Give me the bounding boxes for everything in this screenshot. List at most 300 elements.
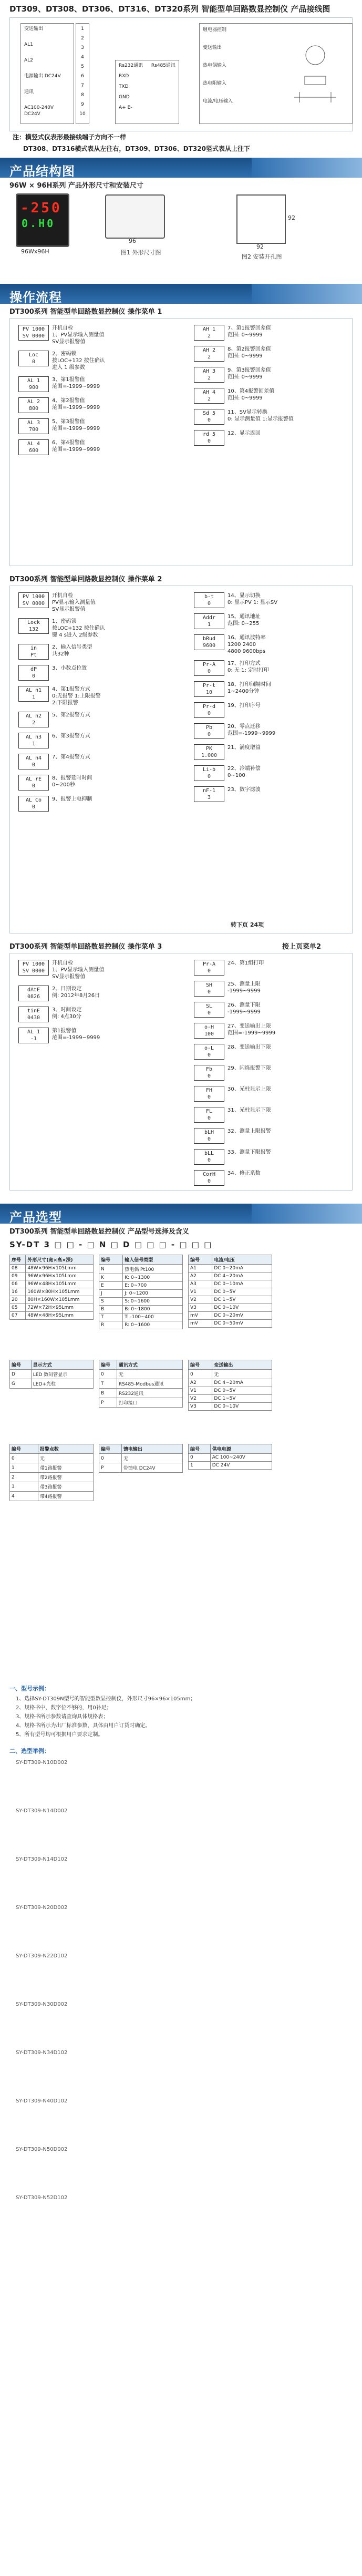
menu-item	[194, 1086, 275, 1102]
lcd-display	[18, 665, 49, 681]
menu-desc: 6、第3报警方式	[52, 733, 90, 739]
lcd-value: 0	[207, 1010, 211, 1016]
menu1-left-col	[18, 325, 105, 460]
menu-desc: 21、满度增益	[227, 745, 261, 751]
lcd-display	[194, 1086, 224, 1102]
terminal-lines-icon	[294, 92, 336, 102]
lcd-value: 800	[28, 406, 39, 412]
lcd-code: bLL	[204, 1151, 214, 1156]
lcd-value: 0	[207, 417, 211, 423]
menu-item	[18, 618, 105, 639]
table-current	[188, 1255, 272, 1328]
table-cell: A1	[189, 1265, 212, 1272]
lcd-display	[18, 1007, 49, 1022]
lcd-code: AH 1	[202, 326, 216, 332]
lcd-display	[194, 1023, 224, 1039]
lcd-code: AL Co	[25, 797, 42, 803]
menu-item	[194, 592, 277, 608]
table-header: 编号	[189, 1444, 211, 1454]
model-item: SY-DT309-N10D002	[16, 1760, 68, 1766]
table-cell: 无	[121, 1454, 182, 1463]
label-rtd: 热电阻输入	[203, 81, 227, 86]
table-cell: B: 0~1800	[123, 1306, 183, 1313]
table-cell: 带3路报警	[38, 1482, 93, 1492]
structure-subtitle: 96W × 96H系列 产品外形尺寸和安装尺寸	[9, 182, 143, 190]
menu-desc: 3、时间设定 例: 4点30分	[52, 1007, 82, 1020]
terminal-8: 8	[81, 93, 84, 98]
menu-item	[18, 325, 105, 345]
menu-desc: 7、第4报警方式	[52, 754, 90, 760]
table-cell: 0	[99, 1454, 122, 1463]
lcd-value: 0	[32, 673, 36, 679]
dim-96: 96	[129, 238, 136, 244]
model-code-line: SY-DT 3 □ □ - □ N □ D □ □ □ - □ □ □	[9, 1240, 213, 1249]
lcd-value: 0826	[27, 994, 40, 1000]
lcd-display	[194, 981, 224, 997]
lcd-code: bRud	[202, 636, 216, 642]
lcd-display	[194, 388, 224, 404]
lcd-display	[194, 786, 224, 802]
label-power-out: 电源输出 DC24V	[24, 74, 61, 79]
sensor-icons	[284, 39, 347, 113]
menu-item	[194, 681, 277, 697]
model-item: SY-DT309-N14D102	[16, 1856, 68, 1862]
table-cell: 80H×160W×105Lmm	[26, 1296, 94, 1304]
table-header: 变送输出	[212, 1360, 272, 1370]
lcd-display	[194, 702, 224, 718]
table-cell: RS232通讯	[117, 1389, 182, 1398]
table-cell: V2	[189, 1395, 212, 1403]
table-power	[188, 1444, 272, 1470]
menu-item	[194, 613, 277, 629]
table-row	[10, 1473, 94, 1482]
table-row	[99, 1370, 183, 1379]
menu-item	[18, 376, 105, 392]
table-row	[99, 1313, 183, 1321]
table-cell: K	[99, 1274, 123, 1282]
menu-item	[194, 765, 277, 781]
lcd-display	[194, 613, 224, 629]
terminal-10: 10	[79, 111, 86, 117]
table-row	[189, 1296, 272, 1304]
left-terminal-block	[20, 23, 74, 124]
table-cell: 0	[10, 1454, 38, 1463]
table-header: 编号	[10, 1360, 32, 1370]
structure-section	[0, 158, 362, 279]
table-size	[9, 1255, 94, 1320]
table-row	[189, 1370, 272, 1379]
menu-desc: 25、测量上限 -1999~9999	[227, 981, 261, 994]
lcd-code: Fb	[205, 1066, 213, 1072]
table-cell: DC 0~20mA	[212, 1265, 272, 1272]
menu-desc: 4、第2报警值 范围=-1999~9999	[52, 398, 100, 410]
table-cell: DC 0~10V	[212, 1403, 272, 1411]
menu-item	[194, 634, 277, 655]
lcd-code: o-H	[204, 1024, 214, 1030]
menu-item	[18, 1028, 104, 1043]
menu-item	[18, 418, 105, 434]
lcd-value: 0	[207, 1136, 211, 1142]
lcd-code: AL n1	[25, 687, 42, 693]
examples-section	[0, 1682, 362, 2570]
table-cell: 20	[10, 1296, 26, 1304]
lcd-code: Pr-t	[202, 683, 216, 689]
model-item: SY-DT309-N14D002	[16, 1808, 68, 1814]
menu-desc: 24、第1组打印	[227, 960, 264, 966]
menu-item	[194, 1128, 275, 1144]
cutout-hole	[236, 194, 286, 244]
menu-desc: 8、报警延时时间 0~200秒	[52, 775, 92, 788]
menu-item	[18, 1007, 104, 1022]
menu-desc: 2、输入信号类型 共32种	[52, 644, 92, 657]
table-row	[10, 1463, 94, 1473]
lcd-value: 1	[207, 622, 211, 628]
lcd-code: AL 2	[27, 399, 40, 405]
menu-desc: 开机自检 1、PV显示输入测量值 SV显示报警值	[52, 960, 105, 980]
lcd-code: PV 1000	[22, 594, 45, 600]
pin-a: A+	[119, 105, 126, 110]
table-cell: 160W×80H×105Lmm	[26, 1288, 94, 1296]
table-cell: A2	[189, 1272, 212, 1280]
display-bottom: 0.H0	[22, 217, 56, 230]
lcd-display	[194, 592, 224, 608]
device-front	[16, 193, 69, 247]
table-row	[10, 1482, 94, 1492]
lcd-display	[194, 1044, 224, 1060]
table-row	[99, 1389, 183, 1398]
lcd-value: 0	[207, 669, 211, 674]
lcd-code: AL n4	[25, 755, 42, 761]
table-row	[189, 1288, 272, 1296]
table-cell: A2	[189, 1379, 212, 1387]
flow-section	[0, 284, 362, 1184]
lcd-display	[18, 986, 49, 1001]
pin-txd: TXD	[119, 84, 129, 89]
lcd-value: 0	[207, 1094, 211, 1100]
menu-item	[194, 786, 277, 802]
comm-pins	[116, 71, 179, 113]
menu-desc: 9、第3报警回差值 范围: 0~9999	[227, 367, 271, 380]
table-cell: T	[99, 1379, 117, 1389]
pin-ab	[119, 105, 175, 111]
left-labels	[21, 24, 74, 119]
table-row	[10, 1379, 94, 1389]
lcd-display	[18, 592, 49, 608]
table-cell: DC 4~20mA	[212, 1379, 272, 1387]
lcd-display	[18, 960, 49, 976]
table-row	[189, 1403, 272, 1411]
table-cell: R	[99, 1321, 123, 1329]
lcd-code: AL n2	[25, 713, 42, 719]
table-row	[99, 1282, 183, 1290]
table-cell: 0	[189, 1370, 212, 1379]
table-cell: P	[99, 1463, 122, 1473]
table-row	[189, 1265, 272, 1272]
bar-accent	[252, 158, 362, 178]
lcd-value: 1	[32, 741, 36, 747]
model-item: SY-DT309-N22D102	[16, 1953, 68, 1959]
lcd-display	[18, 618, 49, 634]
table-transfer	[188, 1360, 272, 1411]
lcd-code: CorH	[202, 1172, 216, 1177]
table-cell: AC 100~240V	[210, 1454, 272, 1462]
table-cell: A3	[189, 1280, 212, 1288]
terminal-7: 7	[81, 83, 84, 88]
menu-desc: 3、第1报警值 范围=-1999~9999	[52, 377, 100, 389]
menu-desc: 开机自检 PV显示输入测量值 SV显示报警值	[52, 593, 96, 612]
menu-item	[18, 796, 105, 812]
menu-item	[194, 1170, 275, 1186]
menu-item	[194, 409, 294, 425]
table-header: 编号	[99, 1360, 117, 1370]
lcd-display	[194, 367, 224, 383]
menu-item	[18, 754, 105, 769]
sensor-circle-icon	[306, 46, 325, 65]
wiring-note-2: DT308、DT316横式表从左往右，DT309、DT306、DT320竖式表从上往下	[23, 145, 250, 152]
menu-desc: 30、光柱显示上限	[227, 1086, 271, 1092]
lcd-value: 0	[32, 783, 36, 789]
table-header: 通讯方式	[117, 1360, 182, 1370]
lcd-display	[194, 960, 224, 976]
table-cell: N	[99, 1265, 123, 1274]
table-cell: 带2路报警	[38, 1473, 93, 1482]
menu2-continue: 转下页 24项	[231, 921, 264, 928]
table-row	[10, 1265, 94, 1272]
table-cell: R: 0~1600	[123, 1321, 183, 1329]
examples-heading-1: 一、型号示例：	[9, 1685, 50, 1692]
dim-92-vertical: 92	[288, 214, 295, 221]
menu-desc: 32、测量上限报警	[227, 1128, 271, 1134]
menu-desc: 6、第4报警值 范围=-1999~9999	[52, 440, 100, 453]
lcd-value: -1	[30, 1036, 37, 1042]
table-cell: 无	[212, 1370, 272, 1379]
menu1-right-col	[194, 325, 294, 451]
bar-accent	[252, 1204, 362, 1224]
table-cell: V1	[189, 1387, 212, 1395]
note-item: 1、选择SY-DT309N型号的智能型数显控制仪，外形尺寸96×96×105mm；	[16, 1696, 196, 1702]
table-cell: T	[99, 1313, 123, 1321]
menu-desc: 17、打印方式 0: 无 1: 定时打印	[227, 661, 269, 673]
model-item: SY-DT309-N34D102	[16, 2050, 68, 2056]
table-cell: 07	[10, 1312, 26, 1320]
table-header: 馈电输出	[121, 1444, 182, 1454]
table-row	[189, 1395, 272, 1403]
table-cell: J	[99, 1290, 123, 1298]
table-row	[99, 1463, 183, 1473]
menu-item	[194, 1044, 275, 1060]
lcd-code: b-t	[204, 594, 214, 600]
table-cell: V3	[189, 1403, 212, 1411]
menu-desc: 1、密码锁 按LOC+132 按住确认 键 4 s进入 2级参数	[52, 619, 105, 638]
menu-desc: 11、SV显示转换 0: 显示测量值 1:显示报警值	[227, 409, 294, 422]
lcd-display	[18, 754, 49, 769]
table-cell: T: -100~400	[123, 1313, 183, 1321]
lcd-display	[18, 686, 49, 702]
table-cell: 72W×72H×95Lmm	[26, 1304, 94, 1312]
lcd-display	[194, 409, 224, 425]
lcd-code: AL 4	[27, 441, 40, 447]
table-cell: 0	[189, 1454, 211, 1462]
lcd-code: dAtE	[27, 987, 40, 993]
table-cell: S	[99, 1298, 123, 1306]
table-header: 显示方式	[31, 1360, 93, 1370]
lcd-code: Addr	[202, 615, 216, 621]
model-item: SY-DT309-N40D102	[16, 2098, 68, 2104]
table-row	[10, 1370, 94, 1379]
menu-desc: 5、第3报警值 范围=-1999~9999	[52, 419, 100, 432]
flow-bar-title: 操作流程	[9, 290, 62, 305]
lcd-code: Pb	[205, 725, 213, 731]
lcd-value: 0	[32, 762, 36, 768]
table-cell: DC 1~5V	[212, 1395, 272, 1403]
lcd-code: bLH	[204, 1130, 214, 1135]
table-row	[189, 1320, 272, 1328]
table-header: 输入信号类型	[123, 1255, 183, 1265]
table-header: 报警点数	[38, 1444, 93, 1454]
terminal-5: 5	[81, 64, 84, 69]
menu-item	[18, 351, 105, 371]
menu-item	[194, 660, 277, 676]
table-header: 编号	[99, 1444, 122, 1454]
resistor-icon	[305, 76, 326, 85]
table-cell: 0	[99, 1370, 117, 1379]
lcd-code: FH	[205, 1087, 213, 1093]
menu-item	[194, 981, 275, 997]
model-item: SY-DT309-N52D102	[16, 2195, 68, 2201]
lcd-display	[194, 430, 224, 446]
dim-92-horizontal: 92	[256, 243, 264, 250]
menu-item	[18, 986, 104, 1001]
menu-item	[194, 1065, 275, 1081]
menu-item	[18, 775, 105, 791]
table-row	[10, 1288, 94, 1296]
fig1-caption: 图1 外形尺寸图	[121, 249, 161, 256]
lcd-value: 0	[207, 711, 211, 716]
table-header: 供电电源	[210, 1444, 272, 1454]
model-item: SY-DT309-N50D002	[16, 2147, 68, 2152]
table-cell: mV	[189, 1312, 212, 1320]
terminal-6: 6	[81, 74, 84, 79]
lcd-value: 0	[207, 989, 211, 995]
menu-desc: 19、打印序号	[227, 703, 261, 709]
menu-desc: 8、第2报警回差值 范围: 0~9999	[227, 346, 271, 359]
lcd-value: 900	[28, 385, 39, 391]
lcd-code: AL 3	[27, 420, 40, 426]
menu3-title: DT300系列 智能型单回路数显控制仪 操作菜单 3	[9, 943, 162, 951]
menu-item	[18, 439, 105, 455]
lcd-code: Pr-A	[202, 662, 216, 668]
label-al1: AL1	[24, 42, 33, 47]
menu-desc: 18、打印间隔时间 1~2400分钟	[227, 682, 271, 694]
table-cell: LED 数码管显示	[31, 1370, 93, 1379]
table-row	[10, 1280, 94, 1288]
menu-item	[194, 702, 277, 718]
lcd-display	[194, 634, 224, 650]
table-cell: 09	[10, 1272, 26, 1280]
table-row	[99, 1379, 183, 1389]
lcd-value: Pt	[30, 652, 37, 658]
table-cell: 3	[10, 1482, 38, 1492]
table-cell: 打印接口	[117, 1398, 182, 1408]
notes-list	[0, 1695, 362, 1739]
table-cell: 带1路报警	[38, 1463, 93, 1473]
lcd-value: 700	[28, 427, 39, 433]
table-cell: 16	[10, 1288, 26, 1296]
lcd-display	[194, 325, 224, 341]
table-cell: 4	[10, 1492, 38, 1501]
lcd-value: 0	[207, 1157, 211, 1163]
table-cell: V2	[189, 1296, 212, 1304]
lcd-value: 0	[32, 804, 36, 810]
lcd-display	[18, 775, 49, 791]
table-cell: 96W×48H×105Lmm	[26, 1280, 94, 1288]
lcd-code: nF-1	[202, 788, 216, 794]
table-row	[189, 1304, 272, 1312]
table-display	[9, 1360, 94, 1389]
lcd-display	[18, 1028, 49, 1043]
label-transfer-out: 变送输出	[24, 26, 44, 32]
lcd-code: in	[30, 645, 37, 651]
table-cell: DC 0~20mV	[212, 1312, 272, 1320]
table-cell: B	[99, 1389, 117, 1398]
selection-tables	[9, 1255, 353, 1538]
menu-item	[194, 1149, 275, 1165]
device-side	[105, 194, 165, 239]
table-row	[189, 1312, 272, 1320]
lcd-display	[194, 1170, 224, 1186]
lcd-code: AH 3	[202, 368, 216, 374]
selection-title: DT300系列 智能型单回路数显控制仪 产品型号选择及含义	[9, 1228, 189, 1236]
table-row	[189, 1387, 272, 1395]
model-item: SY-DT309-N30D002	[16, 2002, 68, 2007]
table-row	[189, 1454, 272, 1462]
terminal-4: 4	[81, 55, 84, 60]
menu-desc: 29、闪烁报警下限	[227, 1065, 271, 1071]
table-row	[189, 1462, 272, 1470]
pin-b: B-	[127, 105, 132, 110]
lcd-display	[18, 325, 49, 341]
lcd-value: 0	[207, 1052, 211, 1058]
menu-item	[194, 960, 275, 976]
menu-item	[18, 644, 105, 660]
table-cell: 无	[38, 1454, 93, 1463]
lcd-value: 600	[28, 448, 39, 454]
table-cell: DC 0~5V	[212, 1288, 272, 1296]
table-input	[99, 1255, 183, 1329]
table-cell: RS485-Modbus通讯	[117, 1379, 182, 1389]
terminal-numbers-left	[76, 23, 89, 124]
lcd-value: 3	[207, 795, 211, 800]
comm-block	[115, 60, 179, 124]
menu-item	[18, 712, 105, 727]
lcd-value: 0	[207, 1115, 211, 1121]
lcd-display	[194, 1107, 224, 1123]
menu-desc: 5、第2报警方式	[52, 712, 90, 718]
table-cell: E	[99, 1282, 123, 1290]
table-row	[99, 1306, 183, 1313]
examples-heading-2: 二、选型举例：	[9, 1748, 50, 1754]
menu-desc: 2、日期设定 例: 2012年8月26日	[52, 986, 100, 999]
menu-desc: 20、零点迁移 范围=-1999~9999	[227, 724, 276, 736]
table-cell: mV	[189, 1320, 212, 1328]
lcd-code: Loc	[28, 352, 39, 358]
menu-item	[194, 346, 294, 362]
menu-item	[194, 367, 294, 383]
lcd-code: PV 1000	[22, 961, 45, 967]
menu-item	[18, 665, 105, 681]
label-thermocouple: 热电偶输入	[203, 63, 227, 68]
table-cell: D	[10, 1370, 32, 1379]
